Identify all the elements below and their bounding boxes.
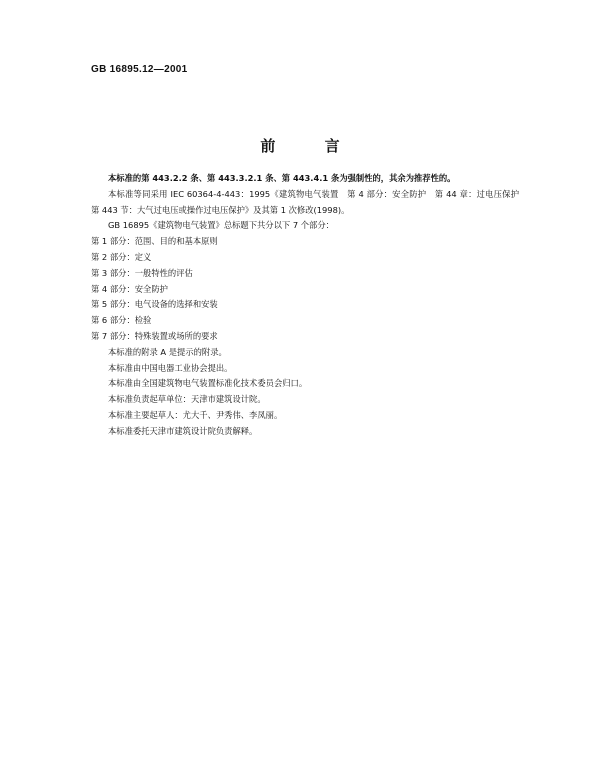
page-title: 前 言 bbox=[260, 137, 340, 155]
part-list-item: 第 1 部分：范围、目的和基本原则 bbox=[91, 236, 218, 247]
series-intro-paragraph: GB 16895《建筑物电气装置》总标题下共分以下 7 个部分： bbox=[108, 220, 334, 231]
part-list-item: 第 5 部分：电气设备的选择和安装 bbox=[91, 299, 218, 310]
interpretation-note: 本标准委托天津市建筑设计院负责解释。 bbox=[108, 425, 258, 436]
centralized-management-note: 本标准由全国建筑物电气装置标准化技术委员会归口。 bbox=[108, 378, 308, 389]
drafters-note: 本标准主要起草人：尤大千、尹秀伟、李凤丽。 bbox=[108, 409, 283, 420]
part-list-item: 第 6 部分：检验 bbox=[91, 315, 152, 326]
part-list-item: 第 4 部分：安全防护 bbox=[91, 283, 168, 294]
mandatory-clause-paragraph: 本标准的第 443.2.2 条、第 443.3.2.1 条、第 443.4.1 条为强制性的，其余为推荐性的。 bbox=[108, 173, 456, 183]
appendix-note: 本标准的附录 A 是提示的附录。 bbox=[108, 346, 227, 357]
drafting-unit-note: 本标准负责起草单位：天津市建筑设计院。 bbox=[108, 394, 266, 405]
part-list-item: 第 2 部分：定义 bbox=[91, 251, 152, 262]
equivalence-paragraph: 本标准等同采用 IEC 60364-4-443：1995《建筑物电气装置 第 4 部分：安全防护 第 44 章：过电压保护 第 443 节：大气过电压或操作过电压保护》及其第 1 次修改(1998)。 bbox=[91, 188, 528, 215]
standard-code: GB 16895.12—2001 bbox=[91, 64, 188, 75]
part-list-item: 第 3 部分：一般特性的评估 bbox=[91, 267, 193, 278]
proposer-note: 本标准由中国电器工业协会提出。 bbox=[108, 362, 233, 373]
foreword-body bbox=[91, 171, 528, 440]
part-list-item: 第 7 部分：特殊装置或场所的要求 bbox=[91, 330, 218, 341]
